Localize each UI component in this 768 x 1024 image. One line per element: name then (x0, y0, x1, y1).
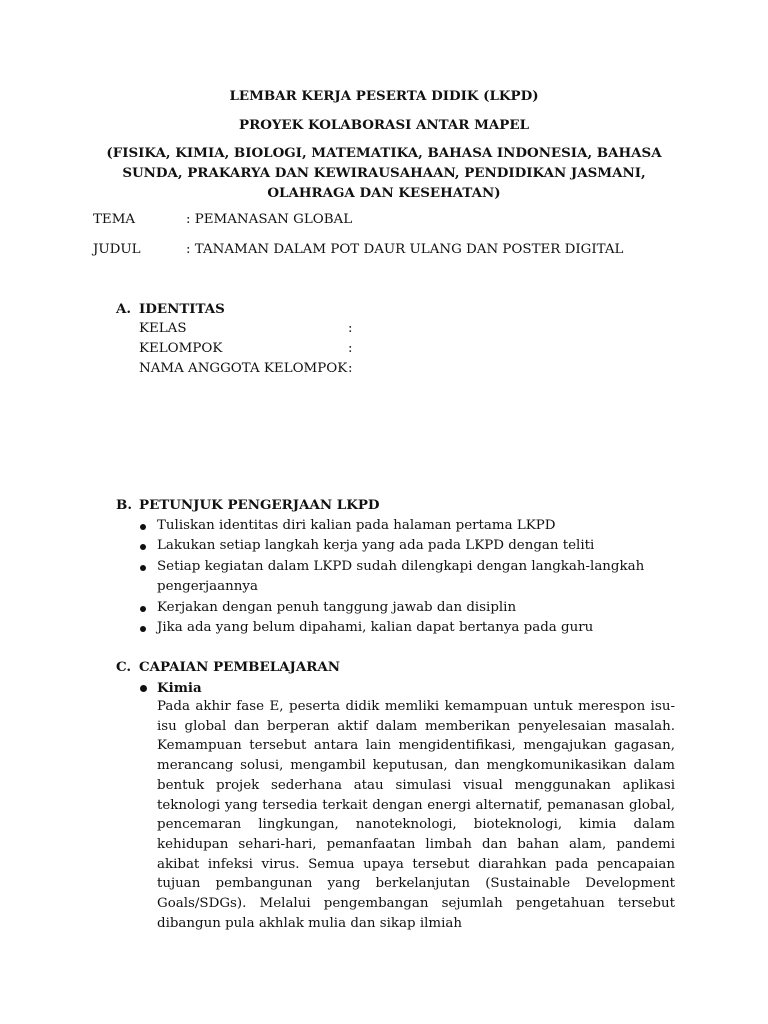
bullet-icon (140, 524, 146, 530)
instruction-text: Lakukan setiap langkah kerja yang ada pada LKPD dengan teliti (157, 538, 595, 554)
judul-row (93, 240, 693, 260)
section-b-title: PETUNJUK PENGERJAAN LKPD (139, 497, 380, 513)
judul-label: JUDUL (93, 242, 141, 257)
tema-label: TEMA (93, 212, 136, 227)
identity-label: KELOMPOK (139, 341, 223, 356)
bullet-icon (140, 565, 146, 571)
list-item (139, 618, 679, 638)
identity-label: NAMA ANGGOTA KELOMPOK (139, 361, 348, 376)
list-item (139, 598, 679, 618)
bullet-icon (140, 606, 146, 612)
list-item (139, 557, 679, 598)
identity-label: KELAS (139, 321, 187, 336)
bullet-icon (140, 544, 146, 550)
identity-colon: : (348, 321, 353, 336)
section-a-letter: A. (116, 301, 132, 317)
subjects-list-title: (FISIKA, KIMIA, BIOLOGI, MATEMATIKA, BAHASA INDONESIA, BAHASA SUNDA, PRAKARYA DAN KEWIRAUSAHAAN, PENDIDIKAN JASMANI, OLAHRAGA DAN KESEHATAN) (106, 145, 662, 201)
bullet-icon (140, 685, 147, 692)
instruction-text: Jika ada yang belum dipahami, kalian dapat bertanya pada guru (157, 620, 594, 636)
instruction-text: Setiap kegiatan dalam LKPD sudah dilengkapi dengan langkah-langkah pengerjaannya (157, 558, 645, 595)
tema-value: : PEMANASAN GLOBAL (186, 212, 353, 227)
instruction-text: Kerjakan dengan penuh tanggung jawab dan disiplin (157, 599, 517, 615)
section-a-title: IDENTITAS (139, 301, 225, 317)
section-c-letter: C. (116, 659, 132, 675)
section-c-title: CAPAIAN PEMBELAJARAN (139, 659, 340, 675)
instruction-text: Tuliskan identitas diri kalian pada halaman pertama LKPD (157, 518, 556, 533)
bullet-icon (140, 626, 146, 632)
section-b-letter: B. (116, 497, 132, 513)
identity-field-kelompok (139, 339, 439, 359)
identity-field-kelas (139, 319, 439, 339)
kimia-learning-outcome-paragraph: Pada akhir fase E, peserta didik memliki kemampuan untuk merespon isu-isu global dan berperan aktif dalam memberikan penyelesaian masalah. Kemampuan tersebut antara lain mengidentifikasi, mengajukan gagasan, merancang solusi, mengambil keputusan, dan mengkomunikasikan dalam bentuk projek sederhana atau simulasi visual menggunakan aplikasi teknologi yang tersedia terkait dengan energi alternatif, pemanasan global, pencemaran lingkungan, nanoteknologi, bioteknologi, kimia dalam kehidupan sehari-hari, pemanfaatan limbah dan bahan alam, pandemi akibat infeksi virus. Semua upaya tersebut diarahkan pada pencapaian tujuan pembangunan yang berkelanjutan (Sustainable Development Goals/SDGs). Melalui pengembangan sejumlah pengetahuan tersebut dibangun pula akhlak mulia dan sikap ilmiah (157, 699, 675, 931)
instructions-list (139, 516, 679, 638)
judul-value: : TANAMAN DALAM POT DAUR ULANG DAN POSTER DIGITAL (186, 242, 624, 257)
identity-field-nama-anggota (139, 359, 439, 379)
list-item (139, 536, 679, 556)
identity-colon: : (348, 361, 353, 376)
identity-colon: : (348, 341, 353, 356)
document-title: LEMBAR KERJA PESERTA DIDIK (LKPD) (229, 88, 539, 104)
list-item (139, 516, 679, 536)
project-title: PROYEK KOLABORASI ANTAR MAPEL (239, 117, 529, 133)
subject-label: Kimia (157, 680, 202, 696)
tema-row (93, 210, 693, 230)
